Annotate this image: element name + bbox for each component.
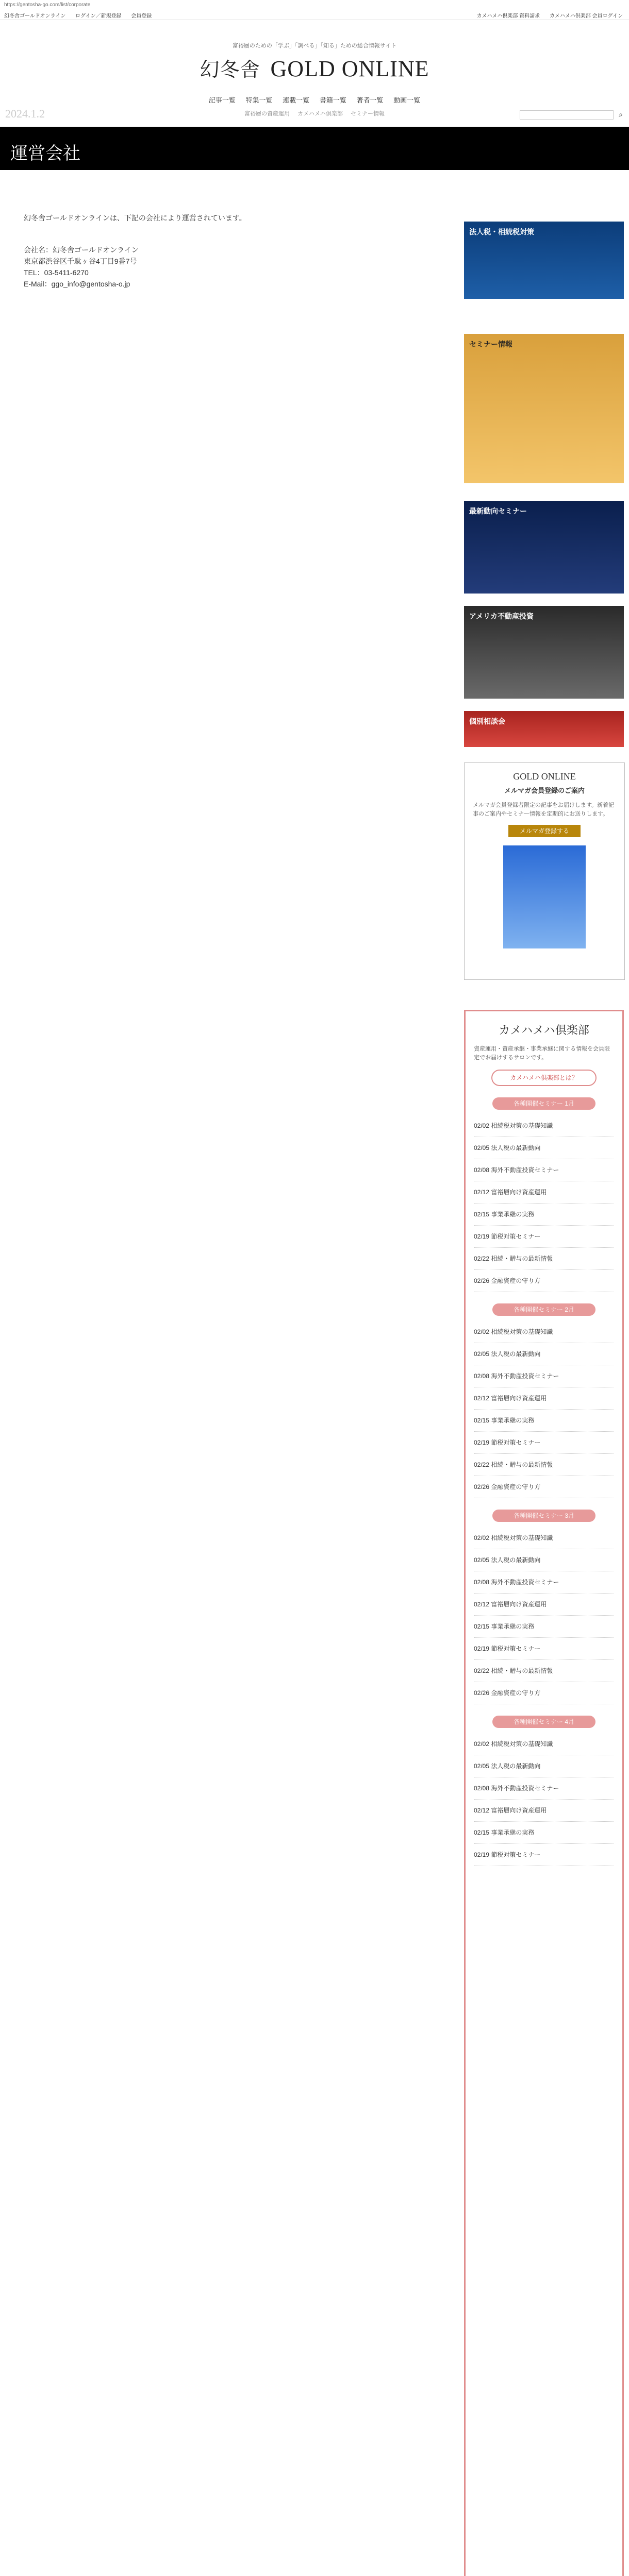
newsletter-title: メルマガ会員登録のご案内 (504, 787, 585, 794)
page-url: https://gentosha-go.com/list/corporate (4, 2, 91, 8)
topbar-link-home[interactable]: 幻冬舎ゴールドオンライン (4, 13, 66, 19)
site-logo[interactable] (0, 54, 629, 82)
club-event-item[interactable]: 02/08 海外不動産投資セミナー (474, 1571, 614, 1594)
club-event-item[interactable]: 02/22 相続・贈与の最新情報 (474, 1454, 614, 1476)
topbar-link-login[interactable]: ログイン／新規登録 (75, 13, 122, 19)
club-month-label: 各種開催セミナー 3月 (492, 1510, 595, 1522)
top-bar (0, 8, 629, 20)
club-event-item[interactable]: 02/15 事業承継の実務 (474, 1410, 614, 1432)
nav-features[interactable]: 特集一覧 (245, 96, 273, 104)
topbar-link-register[interactable]: 会員登録 (131, 13, 152, 19)
newsletter-image (503, 845, 586, 948)
nav-series[interactable]: 連載一覧 (283, 96, 310, 104)
topbar-link-club-login[interactable]: カメハメハ倶楽部 会員ログイン (549, 13, 623, 19)
nav-articles[interactable]: 記事一覧 (208, 96, 236, 104)
company-address: 東京都渋谷区千駄ヶ谷4丁目9番7号 (24, 257, 137, 265)
club-event-item[interactable]: 02/26 金融資産の守り方 (474, 1682, 614, 1704)
club-event-item[interactable]: 02/26 金融資産の守り方 (474, 1476, 614, 1498)
ad-banner-consult-label: 個別相談会 (469, 717, 505, 725)
club-event-item[interactable]: 02/05 法人税の最新動向 (474, 1755, 614, 1777)
newsletter-logo: GOLD ONLINE (513, 771, 576, 782)
site-tagline: 富裕層のための「学ぶ」「調べる」「知る」ための総合情報サイト (232, 43, 397, 49)
ad-banner-us-realestate[interactable] (464, 606, 624, 699)
club-about-button[interactable]: カメハメハ倶楽部とは？ (491, 1070, 597, 1086)
club-event-item[interactable]: 02/02 相続税対策の基礎知識 (474, 1527, 614, 1549)
club-event-item[interactable]: 02/08 海外不動産投資セミナー (474, 1777, 614, 1800)
club-event-item[interactable]: 02/19 節税対策セミナー (474, 1432, 614, 1454)
search-input[interactable] (520, 110, 614, 120)
main-nav (0, 95, 629, 105)
club-desc: 資産運用・資産承継・事業承継に関する情報を会員限定でお届けするサロンです。 (474, 1046, 610, 1061)
newsletter-button[interactable]: メルマガ登録する (508, 825, 581, 837)
nav-authors[interactable]: 著者一覧 (356, 96, 384, 104)
ad-banner-trend[interactable] (464, 501, 624, 594)
ad-banner-trend-label: 最新動向セミナー (469, 507, 527, 515)
logo-mark: 幻冬舎 (200, 59, 260, 81)
club-event-item[interactable]: 02/19 節税対策セミナー (474, 1844, 614, 1866)
company-name: 会社名：幻冬舎ゴールドオンライン (24, 246, 139, 254)
club-month-label: 各種開催セミナー 4月 (492, 1716, 595, 1728)
club-event-item[interactable]: 02/05 法人税の最新動向 (474, 1137, 614, 1159)
ad-banner-consult[interactable] (464, 711, 624, 747)
club-month-label: 各種開催セミナー 2月 (492, 1303, 595, 1316)
club-event-item[interactable]: 02/15 事業承継の実務 (474, 1616, 614, 1638)
search-icon[interactable]: ⌕ (619, 110, 623, 118)
club-event-item[interactable]: 02/22 相続・贈与の最新情報 (474, 1248, 614, 1270)
newsletter-desc: メルマガ会員登録者限定の記事をお届けします。新着記事のご案内やセミナー情報を定期的にお送りします。 (473, 802, 615, 817)
company-email[interactable]: E-Mail：ggo_info@gentosha-o.jp (24, 280, 130, 288)
nav-videos[interactable]: 動画一覧 (393, 96, 421, 104)
newsletter-panel (464, 762, 625, 980)
main-content (24, 212, 446, 290)
company-tel: TEL：03-5411-6270 (24, 268, 89, 277)
club-panel (464, 1010, 624, 2576)
ad-banner-tax-label: 法人税・相続税対策 (469, 228, 534, 236)
club-event-item[interactable]: 02/12 富裕層向け資産運用 (474, 1594, 614, 1616)
club-event-item[interactable]: 02/12 富裕層向け資産運用 (474, 1800, 614, 1822)
club-event-item[interactable]: 02/05 法人税の最新動向 (474, 1343, 614, 1365)
subnav-club[interactable]: カメハメハ倶楽部 (297, 111, 343, 117)
club-event-item[interactable]: 02/22 相続・贈与の最新情報 (474, 1660, 614, 1682)
club-event-item[interactable]: 02/08 海外不動産投資セミナー (474, 1365, 614, 1387)
club-event-item[interactable]: 02/02 相続税対策の基礎知識 (474, 1733, 614, 1755)
intro-text: 幻冬舎ゴールドオンラインは、下記の会社により運営されています。 (24, 214, 246, 222)
club-event-item[interactable]: 02/05 法人税の最新動向 (474, 1549, 614, 1571)
club-event-item[interactable]: 02/15 事業承継の実務 (474, 1822, 614, 1844)
topbar-link-club-request[interactable]: カメハメハ倶楽部 資料請求 (476, 13, 540, 19)
club-event-item[interactable]: 02/08 海外不動産投資セミナー (474, 1159, 614, 1181)
club-title: カメハメハ倶楽部 (499, 1024, 589, 1037)
club-event-item[interactable]: 02/26 金融資産の守り方 (474, 1270, 614, 1292)
page-title: 運営会社 (10, 144, 80, 163)
ad-banner-seminar-label: セミナー情報 (469, 340, 512, 348)
subnav-asset[interactable]: 富裕層の資産運用 (244, 111, 290, 117)
club-event-item[interactable]: 02/15 事業承継の実務 (474, 1204, 614, 1226)
club-event-item[interactable]: 02/02 相続税対策の基礎知識 (474, 1321, 614, 1343)
page-header-bar (0, 127, 629, 170)
ad-banner-tax[interactable] (464, 222, 624, 299)
club-event-item[interactable]: 02/02 相続税対策の基礎知識 (474, 1115, 614, 1137)
ad-banner-seminar[interactable] (464, 334, 624, 483)
nav-books[interactable]: 書籍一覧 (319, 96, 346, 104)
current-date: 2024.1.2 (5, 107, 45, 120)
subnav-seminar[interactable]: セミナー情報 (350, 111, 385, 117)
club-event-item[interactable]: 02/12 富裕層向け資産運用 (474, 1387, 614, 1410)
club-event-item[interactable]: 02/19 節税対策セミナー (474, 1226, 614, 1248)
club-event-item[interactable]: 02/19 節税対策セミナー (474, 1638, 614, 1660)
ad-banner-us-realestate-label: アメリカ不動産投資 (469, 612, 534, 620)
logo-text: GOLD ONLINE (270, 56, 429, 81)
club-month-label: 各種開催セミナー 1月 (492, 1097, 595, 1110)
club-event-item[interactable]: 02/12 富裕層向け資産運用 (474, 1181, 614, 1204)
